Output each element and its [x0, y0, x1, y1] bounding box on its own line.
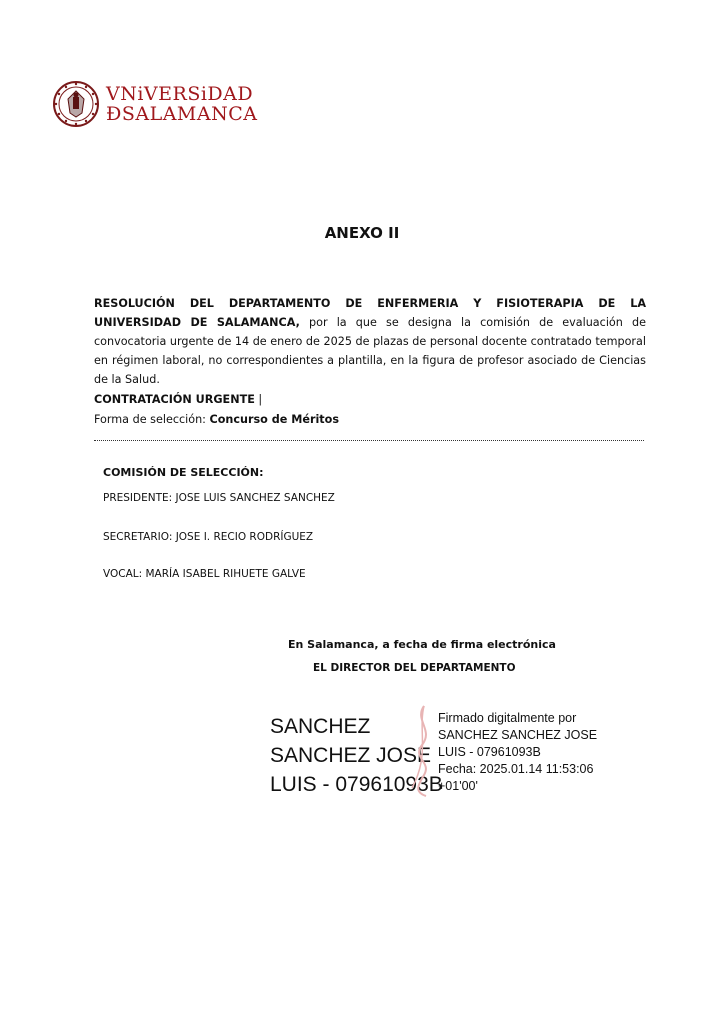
signature-detail-2: SANCHEZ SANCHEZ JOSE [438, 728, 598, 742]
contract-type [94, 390, 262, 409]
signer-name-line-3: LUIS - 07961093B [270, 773, 443, 796]
place-date: En Salamanca, a fecha de firma electrónica [288, 638, 556, 651]
resolution-body: por la que se designa la comisión de evaluación de convocatoria urgente de 14 de enero de 2025 de plazas de personal docente contratado temporal en régimen laboral, no correspondientes a plantilla, en la figura de profesor asociado de Ciencias de la Salud. [94, 316, 646, 386]
selection-value: Concurso de Méritos [209, 413, 339, 426]
signer-name-line-1: SANCHEZ [270, 715, 371, 738]
dotted-divider [94, 430, 644, 441]
logo-line-2: ÐSALAMANCA [106, 103, 258, 125]
commission-president: PRESIDENTE: JOSE LUIS SANCHEZ SANCHEZ [103, 492, 335, 504]
university-wordmark [106, 84, 257, 124]
logo-line-1: VNiVERSiDAD [106, 83, 254, 105]
university-seal-icon [52, 80, 100, 128]
contract-label: CONTRATACIÓN URGENTE [94, 393, 255, 406]
resolution-heading: RESOLUCIÓN DEL DEPARTAMENTO DE ENFERMERIA Y FISIOTERAPIA DE LA UNIVERSIDAD DE SALAMANCA, [94, 297, 646, 329]
selection-form [94, 410, 339, 429]
annex-title: ANEXO II [324, 224, 400, 242]
signature-details [438, 710, 597, 795]
contract-separator: | [254, 393, 263, 406]
director-title: EL DIRECTOR DEL DEPARTAMENTO [313, 662, 516, 674]
commission-secretary: SECRETARIO: JOSE I. RECIO RODRÍGUEZ [103, 531, 314, 543]
signature-detail-3: LUIS - 07961093B [438, 745, 541, 759]
signature-detail-4: Fecha: 2025.01.14 11:53:06 [438, 762, 594, 776]
university-logo [52, 80, 258, 134]
signer-name-line-2: SANCHEZ JOSE [270, 744, 432, 767]
signature-detail-5: +01'00' [438, 779, 478, 793]
commission-title: COMISIÓN DE SELECCIÓN: [103, 466, 264, 479]
commission-vocal: VOCAL: MARÍA ISABEL RIHUETE GALVE [103, 568, 306, 580]
resolution-paragraph [94, 294, 646, 389]
signature-detail-1: Firmado digitalmente por [438, 711, 577, 725]
selection-label: Forma de selección: [94, 413, 210, 426]
